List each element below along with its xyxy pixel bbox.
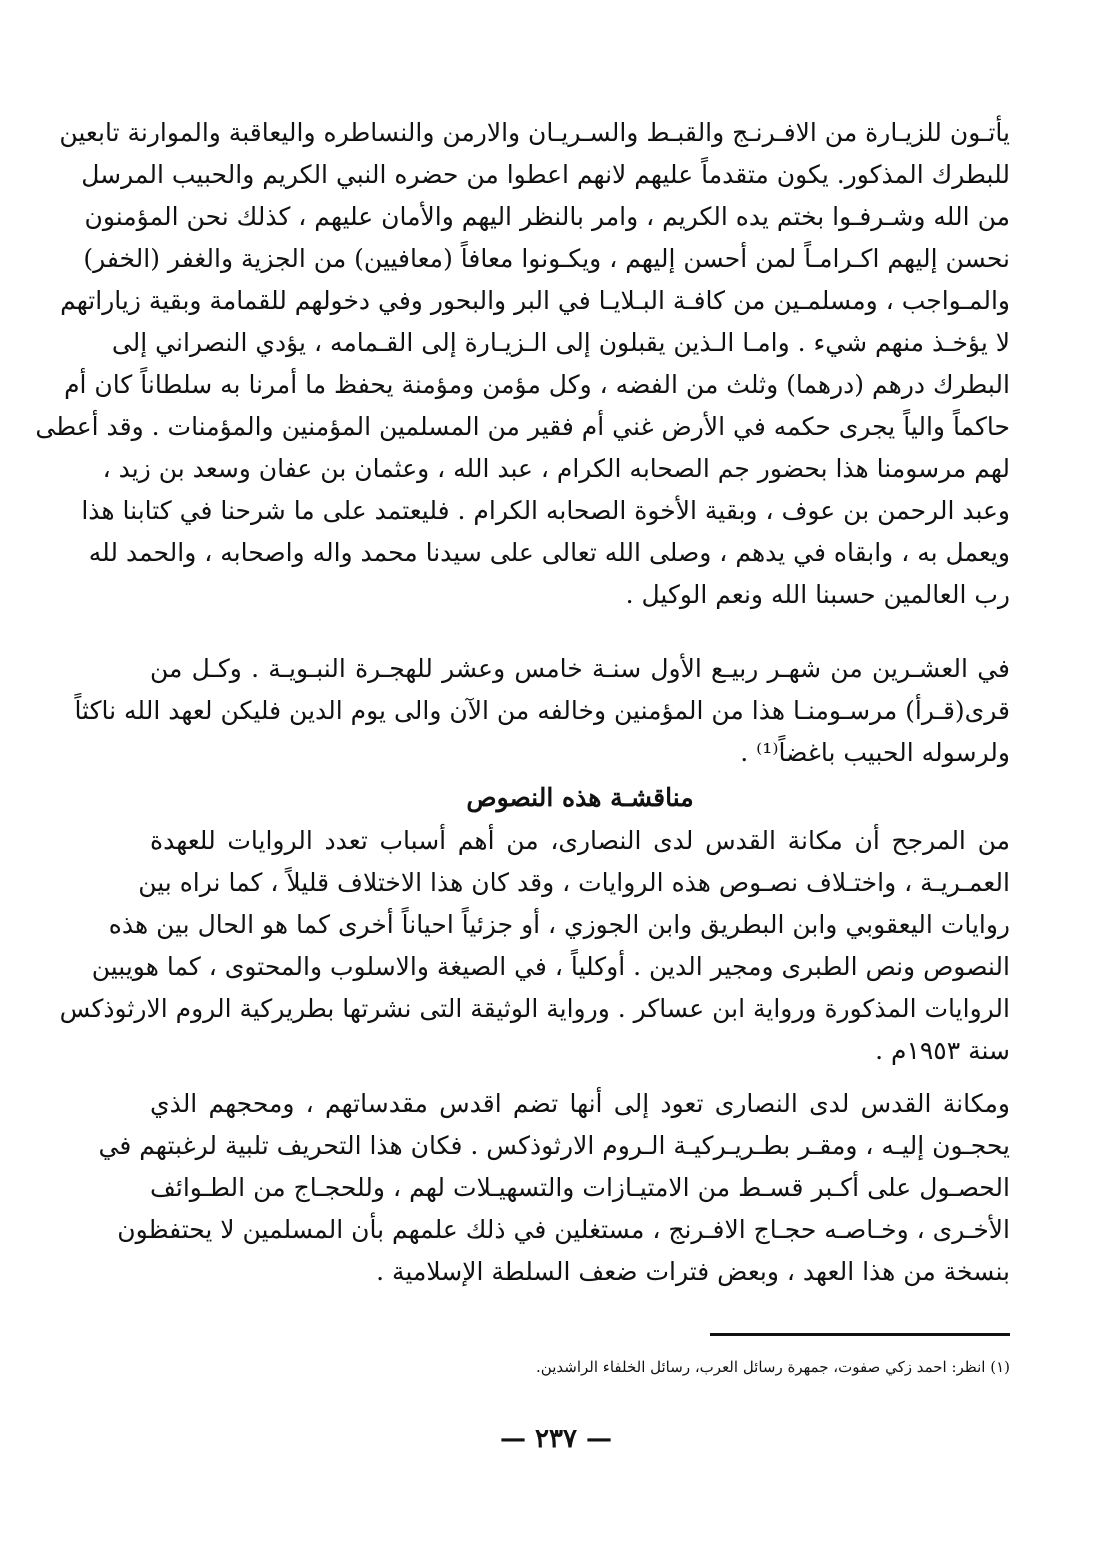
text-line: حاكماً والياً يجرى حكمه في الأرض غني أم فقير من المسلمين المؤمنين والمؤمنات . وقد أعطى: [35, 412, 1010, 441]
text-line: لا يؤخـذ منهم شيء . وامـا الـذين يقبلون إلى الـزيـارة إلى القـمامه ، يؤدي النصراني إلى: [111, 328, 1010, 357]
text-line: العمـريـة ، واختـلاف نصـوص هذه الروايات ، وقد كان هذا الاختلاف قليلاً ، كما نراه بين: [138, 868, 1010, 897]
jerusalem-paragraph: [98, 1083, 1010, 1293]
text-line: من الله وشـرفـوا بختم يده الكريم ، وامر بالنظر اليهم والأمان عليهم ، كذلك نحن المؤمنون: [84, 202, 1010, 231]
text-line: ومكانة القدس لدى النصارى تعود إلى أنها تضم اقدس مقدساتهم ، ومحجهم الذي: [150, 1089, 1010, 1118]
text-line: قرى(قـرأ) مرسـومنـا هذا من المؤمنين وخالفه من الآن والى يوم الدين فليكن لعهد الله ناكثاً: [74, 696, 1010, 725]
text-line: الأخـرى ، وخـاصـه حجـاج الافـرنج ، مستغلين في ذلك علمهم بأن المسلمين لا يحتفظون: [117, 1215, 1010, 1244]
section-heading: مناقشـة هذه النصوص: [466, 783, 694, 812]
text-line: وعبد الرحمن بن عوف ، وبقية الأخوة الصحابه الكرام . فليعتمد على ما شرحنا في كتابنا هذا: [81, 496, 1010, 525]
text-line: روايات اليعقوبي وابن البطريق وابن الجوزي ، أو جزئياً احياناً أخرى كما هو الحال بين هذه: [108, 910, 1010, 939]
text-line: ويعمل به ، وابقاه في يدهم ، وصلى الله تعالى على سيدنا محمد واله واصحابه ، والحمد لله: [88, 538, 1010, 567]
page-number: — ٢٣٧ —: [499, 1424, 613, 1454]
text-line: رب العالمين حسبنا الله ونعم الوكيل .: [625, 580, 1010, 609]
text-line: نحسن إليهم اكـرامـاً لمن أحسن إليهم ، ويكـونوا معافاً (معافيين) من الجزية والغفر (الخفر): [83, 244, 1010, 273]
text-line: لهم مرسومنا هذا بحضور جم الصحابه الكرام ، عبد الله ، وعثمان بن عفان وسعد بن زيد ،: [102, 454, 1010, 483]
text-line: البطرك درهم (درهما) وثلث من الفضه ، وكل مؤمن ومؤمنة يحفظ ما أمرنا به سلطاناً كان أم: [64, 370, 1010, 399]
footnote-divider: [710, 1333, 1010, 1336]
text-line: الحصـول على أكـبر قسـط من الامتيـازات والتسهيـلات لهم ، وللحجـاج من الطـوائف: [150, 1173, 1010, 1202]
text-line: يأتـون للزيـارة من الافـرنـج والقبـط والسـريـان والارمن والنساطره واليعاقبة والموارنة تابعين: [59, 118, 1010, 147]
text-line: في العشـرين من شهـر ربيـع الأول سنـة خامس وعشر للهجـرة النبـويـة . وكـل من: [150, 654, 1010, 683]
text-line: للبطرك المذكور. يكون متقدماً عليهم لانهم اعطوا من حضره النبي الكريم والحبيب المرسل: [81, 160, 1010, 189]
text-line: النصوص ونص الطبرى ومجير الدين . أوكلياً ، في الصيغة والاسلوب والمحتوى ، كما هويبين: [91, 952, 1010, 981]
text-line: من المرجح أن مكانة القدس لدى النصارى، من أهم أسباب تعدد الروايات للعهدة: [150, 826, 1010, 855]
text-line: بنسخة من هذا العهد ، وبعض فترات ضعف السلطة الإسلامية .: [376, 1257, 1010, 1286]
discussion-paragraph: [59, 820, 1010, 1072]
section-heading-block: [150, 777, 1010, 819]
text-line: سنة ١٩٥٣م .: [875, 1036, 1010, 1065]
covenant-text-paragraph: [35, 112, 1010, 616]
footnote: (١) انظر: احمد زكي صفوت، جمهرة رسائل العرب، رسائل الخلفاء الراشدين.: [536, 1358, 1010, 1376]
date-paragraph: [74, 648, 1010, 774]
text-line: ولرسوله الحبيب باغضاً⁽¹⁾ .: [740, 738, 1010, 767]
text-line: يحجـون إليـه ، ومقـر بطـريـركيـة الـروم الارثوذكس . فكان هذا التحريف تلبية لرغبتهم في: [98, 1131, 1010, 1160]
text-line: والمـواجب ، ومسلمـين من كافـة البـلايـا في البر والبحور وفي دخولهم للقمامة وبقية زياراتهم: [60, 286, 1010, 315]
text-line: الروايات المذكورة ورواية ابن عساكر . ورواية الوثيقة التى نشرتها بطريركية الروم الارثوذكس: [59, 994, 1010, 1023]
